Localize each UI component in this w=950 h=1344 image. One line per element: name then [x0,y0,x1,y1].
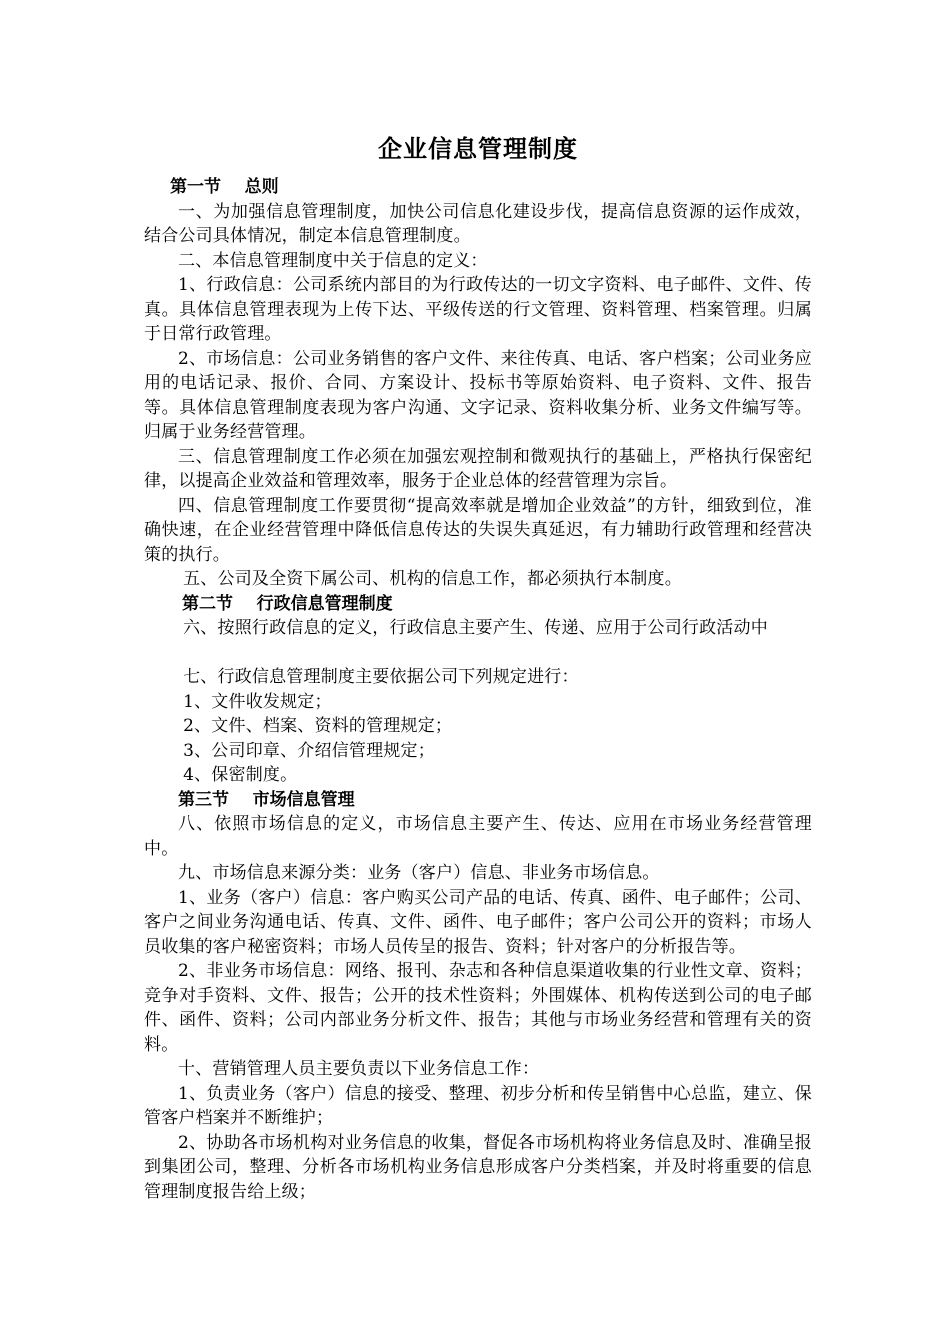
list-paragraph: 1、文件收发规定； [183,691,332,712]
section-heading: 第三节 市场信息管理 [178,789,355,810]
section-heading: 第二节 行政信息管理制度 [182,593,393,614]
list-paragraph: 3、公司印章、介绍信管理规定； [183,740,435,761]
blank-line [144,641,812,666]
paragraph: 一、为加强信息管理制度，加快公司信息化建设步伐，提高信息资源的运作成效，结合公司具体情况，制定本信息管理制度。 [144,201,812,246]
section-heading: 第一节 总则 [170,177,279,197]
list-paragraph: 2、文件、档案、资料的管理规定； [183,716,453,736]
document-title: 企业信息管理制度 [378,135,578,163]
list-paragraph: 六、按照行政信息的定义，行政信息主要产生、传递、应用于公司行政活动中 [183,618,768,638]
paragraph: 八、依照市场信息的定义，市场信息主要产生、传达、应用在市场业务经营管理中。 [144,814,812,859]
paragraph: 1、业务（客户）信息：客户购买公司产品的电话、传真、函件、电子邮件；公司、客户之间业务沟通电话、传真、文件、函件、电子邮件；客户公司公开的资料；市场人员收集的客户秘密资料；市场人员传呈的报告、资料；针对客户的分析报告等。 [144,887,812,957]
list-paragraph: 五、公司及全资下属公司、机构的信息工作，都必须执行本制度。 [183,569,682,589]
paragraph: 十、营销管理人员主要负责以下业务信息工作： [178,1059,540,1079]
paragraph: 四、信息管理制度工作要贯彻“提高效率就是增加企业效益”的方针，细致到位，准确快速，在企业经营管理中降低信息传达的失误失真延迟，有力辅助行政管理和经营决策的执行。 [144,495,812,565]
list-paragraph: 七、行政信息管理制度主要依据公司下列规定进行： [183,667,579,687]
paragraph: 2、市场信息：公司业务销售的客户文件、来往传真、电话、客户档案；公司业务应用的电话记录、报价、合同、方案设计、投标书等原始资料、电子资料、文件、报告等。具体信息管理制度表现为客户沟通、文字记录、资料收集分析、业务文件编写等。归属于业务经营管理。 [144,348,812,442]
list-paragraph: 4、保密制度。 [183,765,298,785]
paragraph: 2、协助各市场机构对业务信息的收集，督促各市场机构将业务信息及时、准确呈报到集团公司，整理、分析各市场机构业务信息形成客户分类档案，并及时将重要的信息管理制度报告给上级； [144,1132,812,1202]
document-page [144,131,812,1204]
paragraph: 三、信息管理制度工作必须在加强宏观控制和微观执行的基础上，严格执行保密纪律，以提高企业效益和管理效率，服务于企业总体的经营管理为宗旨。 [144,446,812,491]
document-body [144,175,812,1204]
paragraph: 二、本信息管理制度中关于信息的定义： [178,250,488,271]
paragraph: 1、负责业务（客户）信息的接受、整理、初步分析和传呈销售中心总监，建立、保管客户档案并不断维护； [144,1083,812,1128]
paragraph: 2、非业务市场信息：网络、报刊、杂志和各种信息渠道收集的行业性文章、资料；竞争对手资料、文件、报告；公开的技术性资料；外围媒体、机构传送到公司的电子邮件、函件、资料；公司内部业务分析文件、报告；其他与市场业务经营和管理有关的资料。 [144,961,812,1055]
paragraph: 九、市场信息来源分类：业务（客户）信息、非业务市场信息。 [178,863,660,883]
paragraph: 1、行政信息：公司系统内部目的为行政传达的一切文字资料、电子邮件、文件、传真。具体信息管理表现为上传下达、平级传送的行文管理、资料管理、档案管理。归属于日常行政管理。 [144,275,812,344]
